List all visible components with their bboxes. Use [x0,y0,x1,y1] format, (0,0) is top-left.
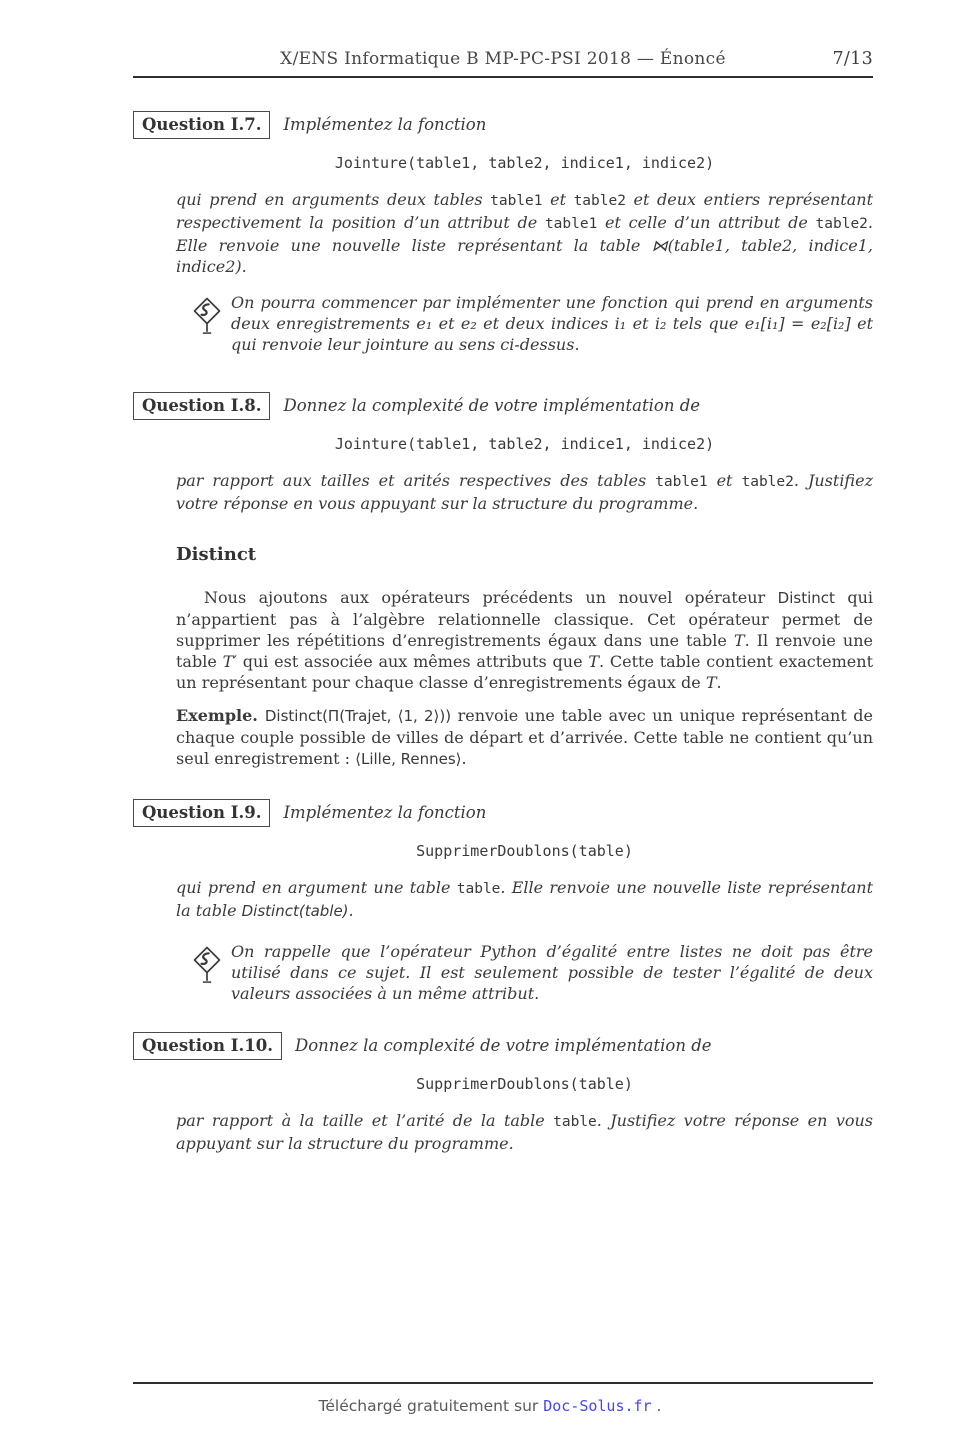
code-line-jointure-1: Jointure(table1, table2, indice1, indice2) [334,154,715,172]
footer-suffix: . [651,1397,662,1415]
remark-2-text: On rappelle que l’opérateur Python d’égalité entre listes ne doit pas être utilisé dans ce sujet. Il est seulement possible de tester l’égalité de deux valeurs associées à un même attribut. [231,942,873,1003]
question-8-intro: Donnez la complexité de votre implémentation de [283,396,701,415]
question-7-paragraph: qui prend en arguments deux tables table1 et table2 et deux entiers représentant respectivement la position d’un attribut de table1 et celle d’un attribut de table2. Elle renvoie une nouvelle liste représentant la table ⋈(table1, table2, indice1, indice2). [176,190,874,276]
header-rule [133,76,873,78]
question-9-paragraph: qui prend en argument une table table. Elle renvoie une nouvelle liste représentant la table Distinct(table). [176,878,874,920]
question-7-intro: Implémentez la fonction [283,115,487,134]
question-7-row [133,111,873,139]
page-footer [0,1382,980,1415]
remark-block-1 [192,292,873,355]
footer-text: Téléchargé gratuitement sur [318,1397,544,1415]
remark-block-2 [192,941,873,1004]
footer-rule [133,1382,873,1384]
code-line-supprimerdoublons-2: SupprimerDoublons(table) [416,1075,633,1093]
question-8-row [133,392,873,420]
section-heading-distinct: Distinct [176,544,257,565]
dangerous-bend-icon [192,941,222,1004]
question-10-label: Question I.10. [133,1032,282,1060]
page-header [133,0,873,78]
doc-solus-link[interactable]: Doc-Solus.fr [543,1397,652,1415]
question-7-label: Question I.7. [133,111,270,139]
question-10-row [133,1032,873,1060]
header-title: X/ENS Informatique B MP-PC-PSI 2018 — Énoncé [280,49,726,69]
exemple-paragraph: Exemple. Distinct(Π(Trajet, ⟨1, 2⟩)) renvoie une table avec un unique représentant de chaque couple possible de villes de départ et d’arrivée. Cette table ne contient qu’un seul enregistrement : ⟨Lille, Rennes⟩. [176,706,873,768]
page-number: 7/13 [832,49,873,69]
question-8-label: Question I.8. [133,392,270,420]
question-10-paragraph: par rapport à la taille et l’arité de la table table. Justifiez votre réponse en vous appuyant sur la structure du programme. [176,1111,874,1153]
remark-1-text: On pourra commencer par implémenter une fonction qui prend en arguments deux enregistrements e₁ et e₂ et deux indices i₁ et i₂ tels que e₁[i₁] = e₂[i₂] et qui renvoie leur jointure au sens ci-dessus. [231,293,873,354]
dangerous-bend-icon [192,292,222,355]
question-8-paragraph: par rapport aux tailles et arités respectives des tables table1 et table2. Justifiez votre réponse en vous appuyant sur la structure du programme. [176,471,874,513]
question-9-row [133,799,873,827]
code-line-supprimerdoublons-1: SupprimerDoublons(table) [416,842,633,860]
question-10-intro: Donnez la complexité de votre implémentation de [294,1036,712,1055]
distinct-paragraph: Nous ajoutons aux opérateurs précédents un nouvel opérateur Distinct qui n’appartient pas à l’algèbre relationnelle classique. Cet opérateur permet de supprimer les répétitions d’enregistrements égaux dans une table T. Il renvoie une table T′ qui est associée aux mêmes attributs que T. Cette table contient exactement un représentant pour chaque classe d’enregistrements égaux de T. [176,588,874,692]
question-9-label: Question I.9. [133,799,270,827]
question-9-intro: Implémentez la fonction [283,803,487,822]
code-line-jointure-2: Jointure(table1, table2, indice1, indice2) [334,435,715,453]
